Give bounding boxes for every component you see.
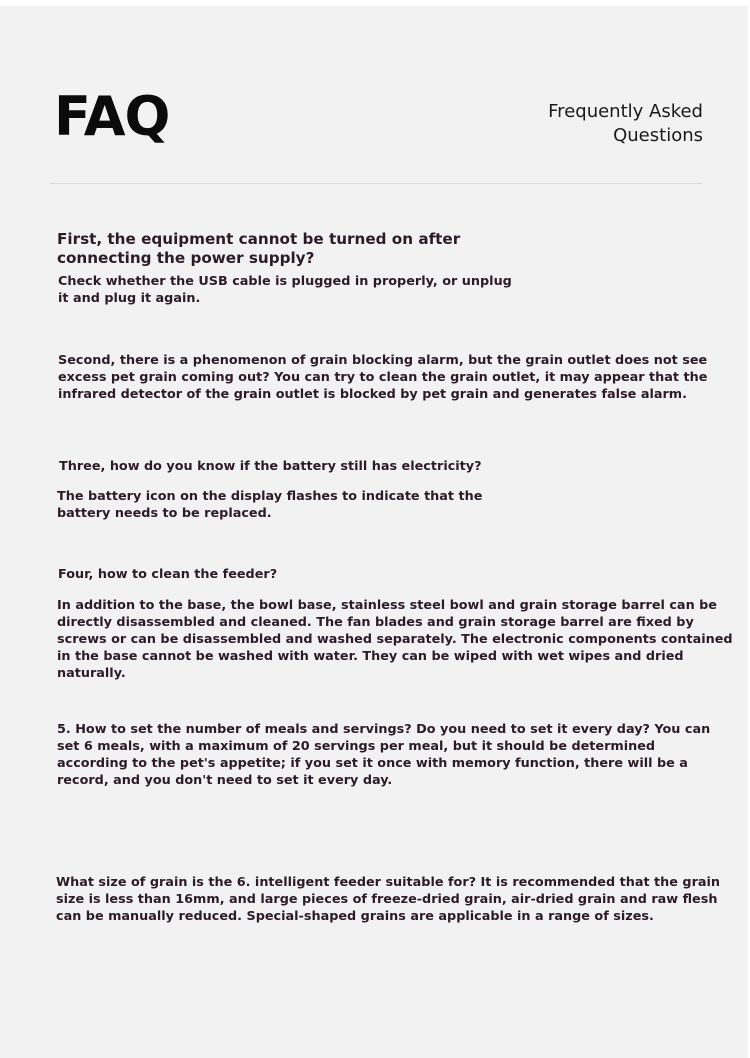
page-title: FAQ (54, 85, 170, 148)
faq-question-4: Four, how to clean the feeder? (58, 567, 278, 582)
header-divider (50, 183, 702, 184)
faq-question-3: Three, how do you know if the battery still has electricity? (59, 459, 482, 474)
faq-answer-4: In addition to the base, the bowl base, stainless steel bowl and grain storage barrel can be directly disassembled and cleaned. The fan blades and grain storage barrel are fixed by screws or can be disassembled and washed separately. The electronic components contained in the base cannot be washed with water. They can be wiped with wet wipes and dried naturally. (57, 598, 733, 681)
faq-question-1: First, the equipment cannot be turned on after connecting the power supply? (57, 230, 461, 267)
page-subtitle (548, 100, 703, 148)
faq-item-5: 5. How to set the number of meals and servings? Do you need to set it every day? You can set 6 meals, with a maximum of 20 servings per meal, but it should be determined according to the pet's appetite; if you set it once with memory function, there will be a record, and you don't need to set it every day. (57, 722, 711, 788)
faq-answer-1: Check whether the USB cable is plugged in properly, or unplug it and plug it again. (58, 274, 512, 306)
faq-item-2: Second, there is a phenomenon of grain blocking alarm, but the grain outlet does not see excess pet grain coming out? You can try to clean the grain outlet, it may appear that the infrared detector of the grain outlet is blocked by pet grain and generates false alarm. (58, 353, 708, 402)
subtitle-line-2: Questions (613, 125, 703, 146)
subtitle-line-1: Frequently Asked (548, 101, 703, 122)
faq-item-6: What size of grain is the 6. intelligent feeder suitable for? It is recommended that the grain size is less than 16mm, and large pieces of freeze-dried grain, air-dried grain and raw flesh can be manually reduced. Special-shaped grains are applicable in a range of sizes. (56, 875, 721, 924)
faq-answer-3: The battery icon on the display flashes to indicate that the battery needs to be replaced. (57, 489, 483, 521)
